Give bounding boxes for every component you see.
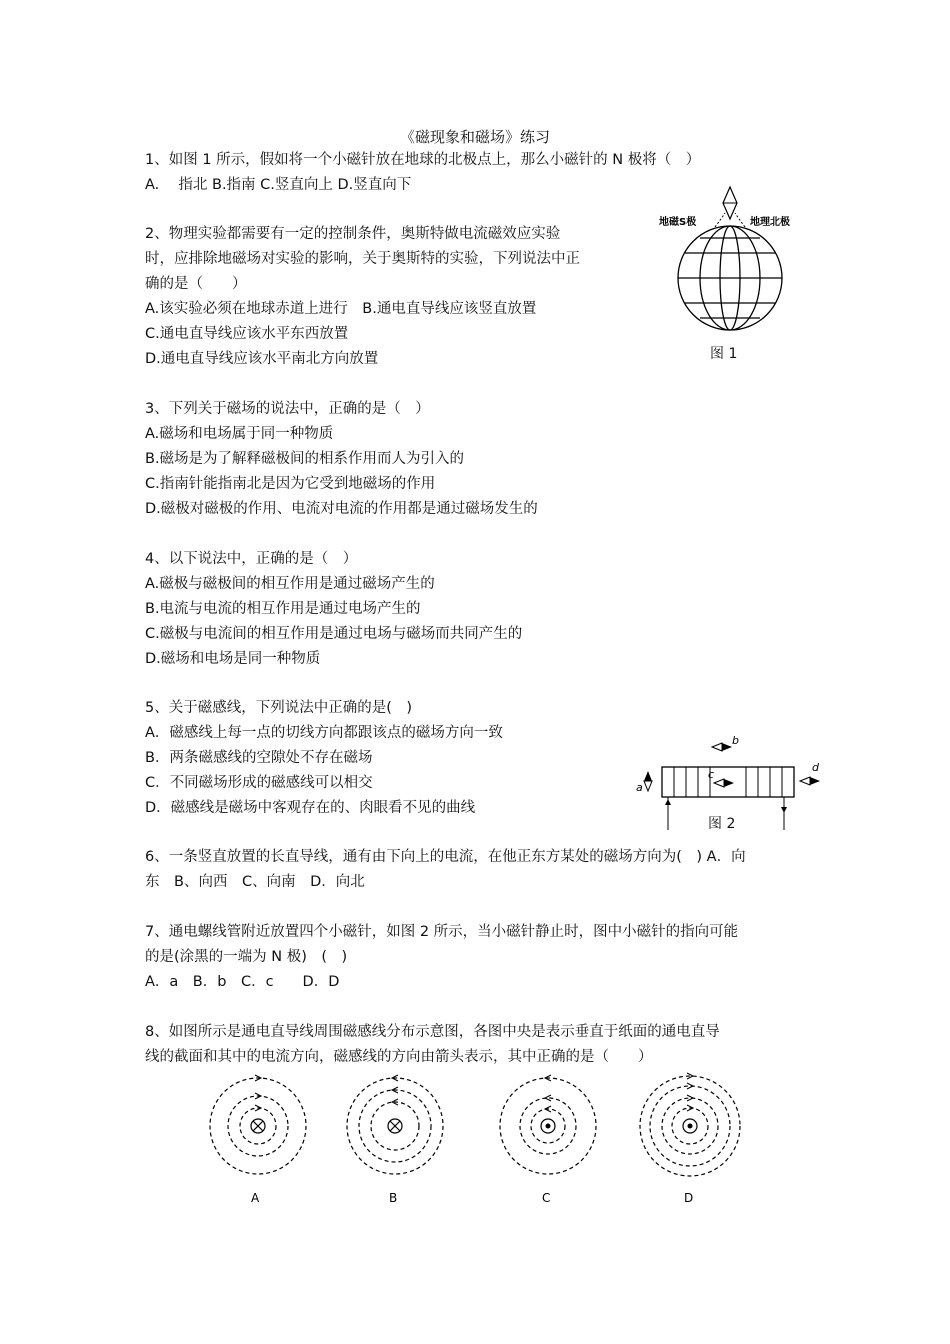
- q3-option-c: C.指南针能指南北是因为它受到地磁场的作用: [145, 476, 436, 492]
- fig3-label-b: B: [389, 1191, 398, 1205]
- fig3-label-c: C: [542, 1191, 551, 1205]
- fig3-label-d: D: [684, 1191, 694, 1205]
- fig2-label-d: d: [812, 761, 819, 774]
- q4-option-b: B.电流与电流的相互作用是通过电场产生的: [145, 601, 421, 617]
- compass-a-icon: [644, 771, 652, 781]
- q2-option-c: C.通电直导线应该水平东西放置: [145, 326, 349, 342]
- q7-line-2: 的是(涂黑的一端为 N 极) ( ): [145, 949, 348, 965]
- q5-option-b: B．两条磁感线的空隙处不存在磁场: [145, 750, 373, 766]
- q1-options: A. 指北 B.指南 C.竖直向上 D.竖直向下: [145, 177, 412, 193]
- current-into-page-icon: [388, 1119, 402, 1133]
- fig1-label-geo-north: 地理北极: [750, 217, 790, 228]
- q7-options: A．a B．b C．c D．D: [145, 974, 340, 990]
- figure-3-field-lines: [195, 1070, 755, 1210]
- field-lines-diagram: [195, 1070, 755, 1210]
- q3-option-d: D.磁极对磁极的作用、电流对电流的作用都是通过磁场发生的: [145, 501, 538, 517]
- figure-1-caption: 图 1: [710, 346, 738, 362]
- fig1-label-magnetic-s: 地磁S极: [659, 217, 697, 228]
- q3-stem: 3、下列关于磁场的说法中，正确的是（ ）: [145, 401, 430, 417]
- compass-c-icon: [714, 779, 724, 787]
- q5-stem: 5、关于磁感线，下列说法中正确的是( ): [145, 700, 413, 716]
- q2-stem-1: 2、物理实验都需要有一定的控制条件，奥斯特做电流磁效应实验: [145, 226, 561, 242]
- fig2-label-c: c: [708, 768, 715, 781]
- q4-stem: 4、以下说法中，正确的是（ ）: [145, 551, 358, 567]
- q2-stem-2: 时，应排除地磁场对实验的影响，关于奥斯特的实验，下列说法中正: [145, 251, 580, 267]
- q5-option-d: D．磁感线是磁场中客观存在的、肉眼看不见的曲线: [145, 800, 476, 816]
- current-out-of-page-icon: [541, 1119, 555, 1133]
- q8-line-2: 线的截面和其中的电流方向，磁感线的方向由箭头表示，其中正确的是（ ）: [145, 1049, 653, 1065]
- figure-2-caption: 图 2: [708, 816, 736, 832]
- q2-option-a: A.该实验必须在地球赤道上进行 B.通电直导线应该竖直放置: [145, 301, 537, 317]
- q8-line-1: 8、如图所示是通电直导线周围磁感线分布示意图，各图中央是表示垂直于纸面的通电直导: [145, 1024, 720, 1040]
- fig2-label-a: a: [636, 781, 643, 794]
- current-into-page-icon: [251, 1119, 265, 1133]
- globe-diagram: [655, 183, 815, 333]
- figure-2-solenoid: [632, 735, 832, 835]
- q3-option-a: A.磁场和电场属于同一种物质: [145, 426, 334, 442]
- q1-stem: 1、如图 1 所示，假如将一个小磁针放在地球的北极点上，那么小磁针的 N 极将（ ）: [145, 152, 701, 168]
- q4-option-a: A.磁极与磁极间的相互作用是通过磁场产生的: [145, 576, 435, 592]
- q6-line-2: 东 B、向西 C、向南 D．向北: [145, 874, 365, 890]
- fig3-label-a: A: [251, 1191, 260, 1205]
- q3-option-b: B.磁场是为了解释磁极间的相系作用而人为引入的: [145, 451, 465, 467]
- q5-option-a: A．磁感线上每一点的切线方向都跟该点的磁场方向一致: [145, 725, 503, 741]
- fig2-label-b: b: [732, 735, 739, 747]
- q2-option-d: D.通电直导线应该水平南北方向放置: [145, 351, 379, 367]
- globe-icon: [678, 226, 782, 330]
- figure-1-globe: [655, 183, 815, 363]
- compass-d-icon: [800, 777, 810, 785]
- q7-line-1: 7、通电螺线管附近放置四个小磁针，如图 2 所示，当小磁针静止时，图中小磁针的指向可能: [145, 924, 739, 940]
- q6-line-1: 6、一条竖直放置的长直导线，通有由下向上的电流，在他正东方某处的磁场方向为( ) A．向: [145, 849, 746, 865]
- page-title: 《磁现象和磁场》练习: [399, 128, 550, 146]
- current-out-of-page-icon: [683, 1119, 697, 1133]
- compass-b-icon: [712, 743, 722, 751]
- q5-option-c: C．不同磁场形成的磁感线可以相交: [145, 775, 373, 791]
- q4-option-d: D.磁场和电场是同一种物质: [145, 651, 321, 667]
- q4-option-c: C.磁极与电流间的相互作用是通过电场与磁场而共同产生的: [145, 626, 523, 642]
- q2-stem-3: 确的是（ ）: [145, 276, 247, 292]
